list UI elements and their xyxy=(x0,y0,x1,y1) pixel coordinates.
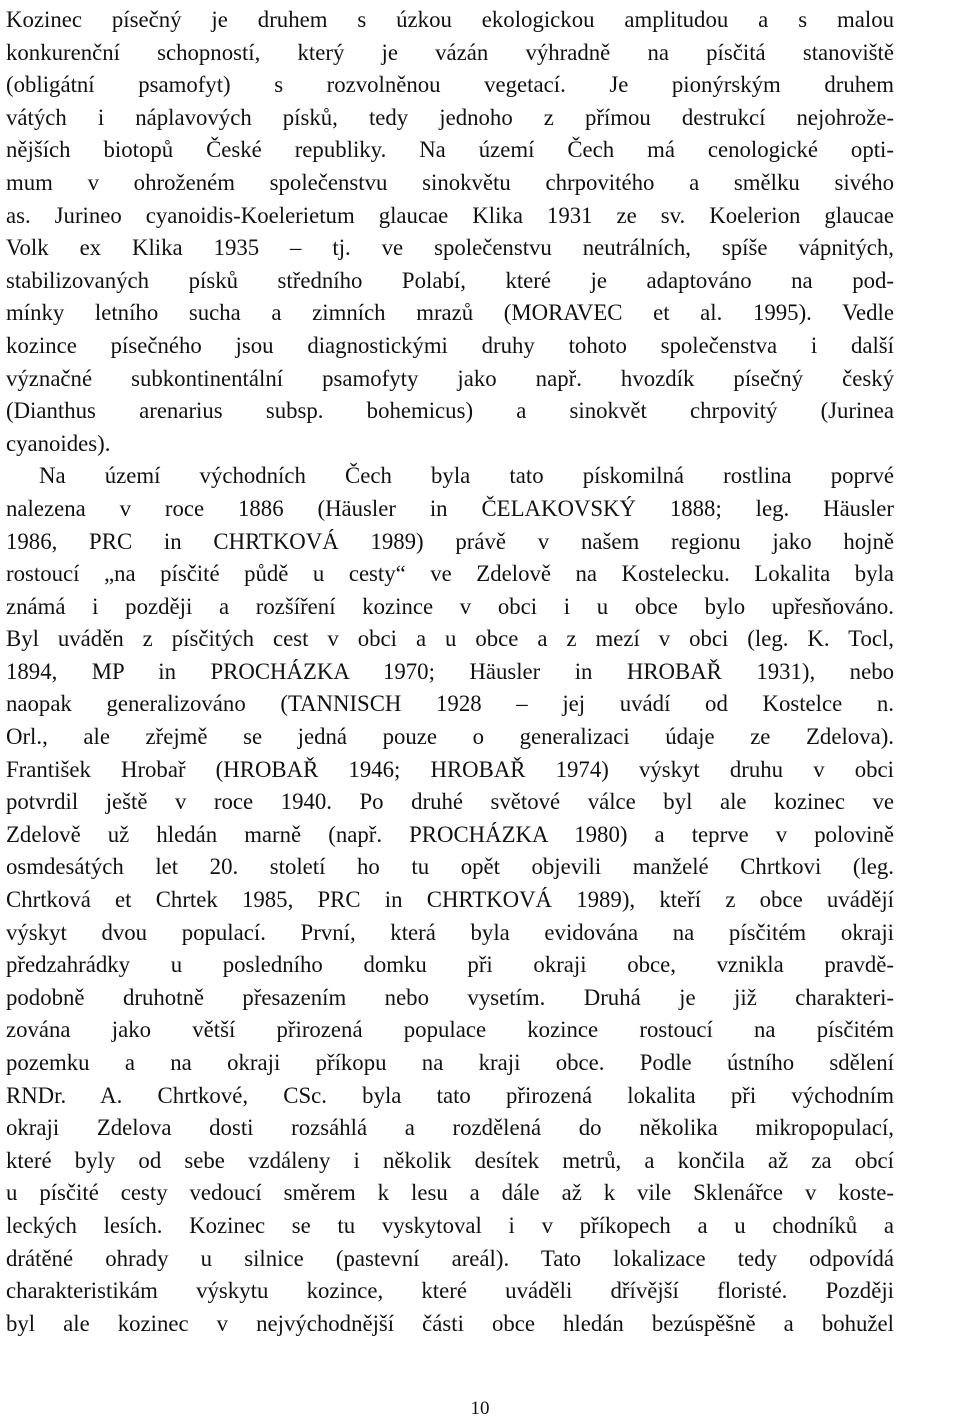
text-line-11: kozince písečného jsou diagnostickými druhy tohoto společenstva i další xyxy=(6,332,894,358)
text-line-8: Volk ex Klika 1935 – tj. ve společenstvu neutrálních, spíše vápnitých, xyxy=(6,235,894,261)
text-line-17: 1986, PRC in CHRTKOVÁ 1989) právě v našem regionu jako hojně xyxy=(6,528,894,554)
text-line-18: rostoucí „na písčité půdě u cesty“ ve Zdelově na Kostelecku. Lokalita byla xyxy=(6,561,894,587)
text-line-32: zována jako větší přirozená populace kozince rostoucí na písčitém xyxy=(6,1017,894,1043)
text-line-38: leckých lesích. Kozinec se tu vyskytoval i v příkopech a u chodníků a xyxy=(6,1212,894,1238)
text-line-22: naopak generalizováno (TANNISCH 1928 – jej uvádí od Kostelce n. xyxy=(6,691,894,717)
text-line-7: as. Jurineo cyanoidis-Koelerietum glaucae Klika 1931 ze sv. Koelerion glaucae xyxy=(6,202,894,228)
text-line-10: mínky letního sucha a zimních mrazů (MORAVEC et al. 1995). Vedle xyxy=(6,300,894,326)
text-line-40: charakteristikám výskytu kozince, které uváděli dřívější floristé. Později xyxy=(6,1278,894,1304)
text-line-35: okraji Zdelova dosti rozsáhlá a rozdělená do několika mikropopulací, xyxy=(6,1115,894,1141)
text-line-2: konkurenční schopností, který je vázán výhradně na písčitá stanoviště xyxy=(6,39,894,65)
text-line-1: Kozinec písečný je druhem s úzkou ekologickou amplitudou a s malou xyxy=(6,7,894,32)
text-line-5: nějších biotopů České republiky. Na území Čech má cenologické opti- xyxy=(6,137,894,163)
text-line-14: cyanoides). xyxy=(6,430,111,456)
document-page xyxy=(6,0,894,1340)
text-line-4: vátých i náplavových písků, tedy jednoho z přímou destrukcí nejohrože- xyxy=(6,104,894,130)
text-line-3: (obligátní psamofyt) s rozvolněnou vegetací. Je pionýrským druhem xyxy=(6,72,894,98)
text-line-29: výskyt dvou populací. První, která byla evidována na písčitém okraji xyxy=(6,919,894,945)
text-line-20: Byl uváděn z písčitých cest v obci a u obce a z mezí v obci (leg. K. Tocl, xyxy=(6,626,894,652)
text-line-39: drátěné ohrady u silnice (pastevní areál). Tato lokalizace tedy odpovídá xyxy=(6,1245,894,1271)
text-line-36: které byly od sebe vzdáleny i několik desítek metrů, a končila až za obcí xyxy=(6,1147,894,1173)
text-line-6: mum v ohroženém společenstvu sinokvětu chrpovitého a smělku sivého xyxy=(6,169,894,195)
text-line-13: (Dianthus arenarius subsp. bohemicus) a sinokvět chrpovitý (Jurinea xyxy=(6,398,894,424)
text-line-12: význačné subkontinentální psamofyty jako např. hvozdík písečný český xyxy=(6,365,894,391)
text-line-28: Chrtková et Chrtek 1985, PRC in CHRTKOVÁ 1989), kteří z obce uvádějí xyxy=(6,887,894,913)
text-line-27: osmdesátých let 20. století ho tu opět objevili manželé Chrtkovi (leg. xyxy=(6,854,894,880)
text-line-41: byl ale kozinec v nejvýchodnější části obce hledán bezúspěšně a bohužel xyxy=(6,1310,894,1336)
text-line-16: nalezena v roce 1886 (Häusler in ČELAKOVSKÝ 1888; leg. Häusler xyxy=(6,495,894,521)
text-line-19: známá i později a rozšíření kozince v obci i u obce bylo upřesňováno. xyxy=(6,593,894,619)
text-line-9: stabilizovaných písků středního Polabí, které je adaptováno na pod- xyxy=(6,267,894,293)
text-line-24: František Hrobař (HROBAŘ 1946; HROBAŘ 1974) výskyt druhu v obci xyxy=(6,756,894,782)
page-number: 10 xyxy=(470,1398,490,1419)
text-line-15: Na území východních Čech byla tato pískomilná rostlina poprvé xyxy=(39,463,894,489)
text-line-26: Zdelově už hledán marně (např. PROCHÁZKA 1980) a teprve v polovině xyxy=(6,821,894,847)
text-line-25: potvrdil ještě v roce 1940. Po druhé světové válce byl ale kozinec ve xyxy=(6,789,894,815)
text-line-31: podobně druhotně přesazením nebo vysetím. Druhá je již charakteri- xyxy=(6,984,894,1010)
text-line-21: 1894, MP in PROCHÁZKA 1970; Häusler in HROBAŘ 1931), nebo xyxy=(6,658,894,684)
text-line-37: u písčité cesty vedoucí směrem k lesu a dále až k vile Sklenářce v koste- xyxy=(6,1180,894,1206)
text-line-23: Orl., ale zřejmě se jedná pouze o generalizaci údaje ze Zdelova). xyxy=(6,724,894,750)
text-line-30: předzahrádky u posledního domku při okraji obce, vznikla pravdě- xyxy=(6,952,894,978)
text-line-34: RNDr. A. Chrtkové, CSc. byla tato přirozená lokalita při východním xyxy=(6,1082,894,1108)
text-line-33: pozemku a na okraji příkopu na kraji obce. Podle ústního sdělení xyxy=(6,1050,894,1075)
